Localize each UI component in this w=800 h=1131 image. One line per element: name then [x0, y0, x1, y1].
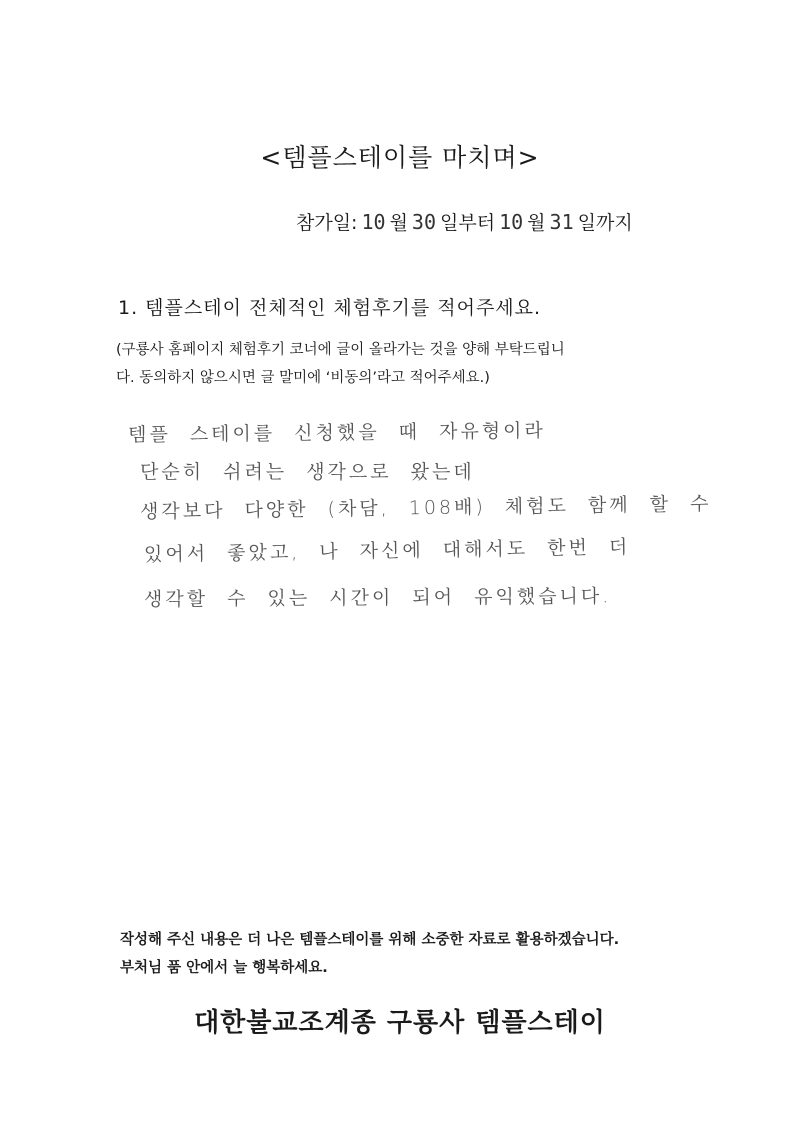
handwritten-answer-line: 생각할 수 있는 시간이 되어 유익했습니다.: [143, 585, 612, 611]
consent-note-line: (구룡사 홈페이지 체험후기 코너에 글이 올라가는 것을 양해 부탁드립니: [116, 342, 565, 358]
month-unit-label: 월: [527, 212, 546, 234]
footer-blessing-line: 부처님 품 안에서 늘 행복하세요.: [120, 960, 328, 976]
end-month-value: 10: [499, 210, 524, 234]
organization-name: 대한불교조계종 구룡사 템플스테이: [194, 1008, 606, 1038]
handwritten-answer-line: 생각보다 다양한 (차담, 108배) 체험도 함께 할 수: [139, 493, 712, 523]
footer-thanks-line: 작성해 주신 내용은 더 나은 템플스테이를 위해 소중한 자료로 활용하겠습니다.: [120, 932, 620, 948]
end-day-value: 31: [549, 210, 574, 234]
until-label: 일까지: [577, 212, 633, 234]
question-heading: 1. 템플스테이 전체적인 체험후기를 적어주세요.: [118, 297, 542, 319]
consent-note-line: 다. 동의하지 않으시면 글 말미에 ‘비동의’라고 적어주세요.): [116, 370, 490, 386]
start-month-value: 10: [361, 210, 386, 234]
handwritten-answer-line: 있어서 좋았고, 나 자신에 대해서도 한번 더: [143, 536, 631, 566]
start-day-value: 30: [411, 210, 437, 234]
handwritten-answer-line: 템플 스테이를 신청했을 때 자유형이라: [127, 419, 546, 447]
participation-label: 참가일:: [296, 212, 358, 234]
participation-dates: [296, 208, 633, 235]
from-label: 일부터: [440, 212, 496, 234]
page-title: <템플스테이를 마치며>: [260, 143, 540, 172]
handwritten-answer-line: 단순히 쉬려는 생각으로 왔는데: [140, 461, 475, 483]
month-unit-label: 월: [389, 212, 408, 234]
